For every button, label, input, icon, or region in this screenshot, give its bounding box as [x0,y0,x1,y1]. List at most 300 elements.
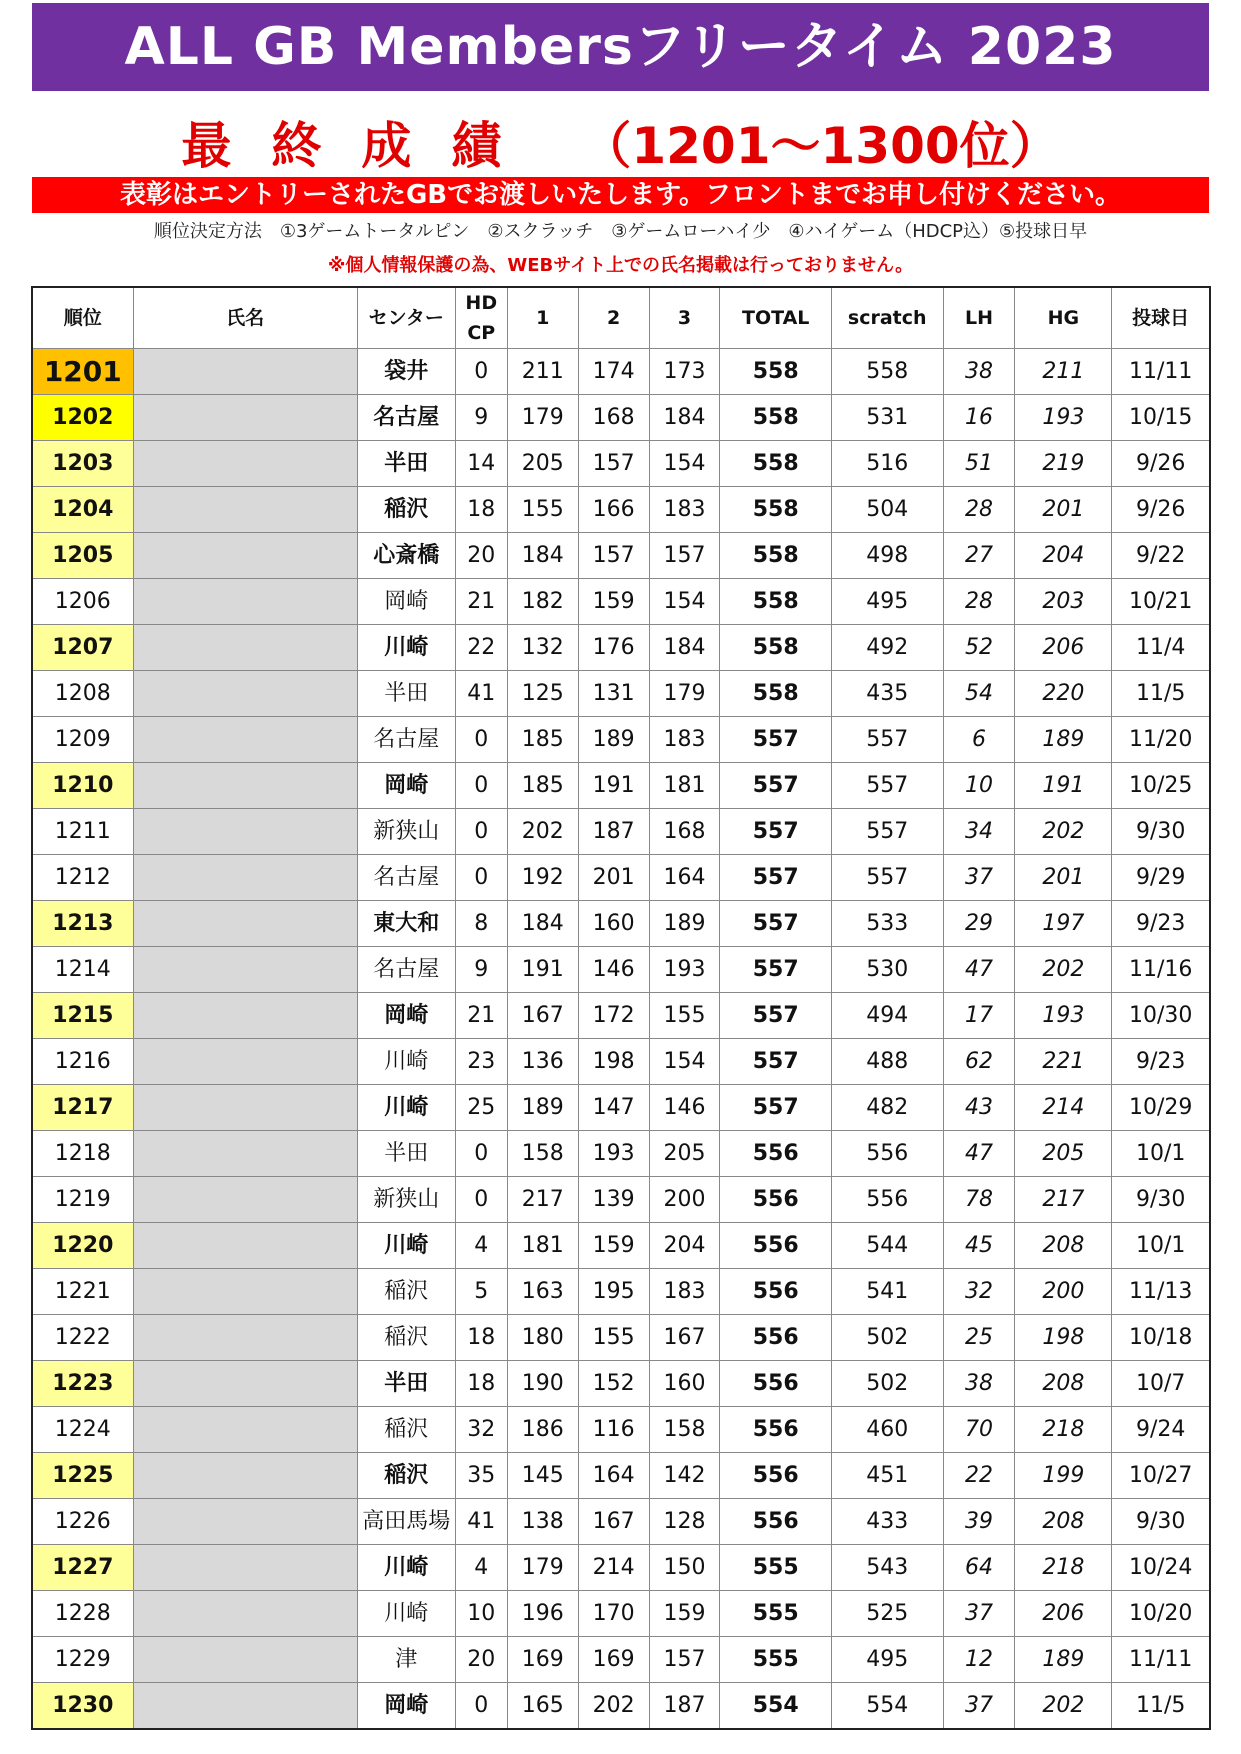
game2-cell: 159 [578,579,649,625]
rank-cell: 1230 [32,1683,133,1730]
lh-cell: 25 [943,1315,1015,1361]
table-row [32,901,1210,947]
col-game1-header: 1 [507,287,578,349]
total-cell: 556 [720,1315,832,1361]
name-cell [133,1637,357,1683]
table-row [32,1223,1210,1269]
game3-cell: 154 [649,579,720,625]
total-cell: 557 [720,809,832,855]
total-cell: 558 [720,625,832,671]
game3-cell: 158 [649,1407,720,1453]
game1-cell: 202 [507,809,578,855]
name-cell [133,625,357,671]
date-cell: 11/11 [1112,349,1210,395]
game1-cell: 125 [507,671,578,717]
date-cell: 10/27 [1112,1453,1210,1499]
lh-cell: 22 [943,1453,1015,1499]
hdcp-cell: 20 [455,1637,507,1683]
hdcp-cell: 0 [455,349,507,395]
hdcp-cell: 9 [455,395,507,441]
scratch-cell: 530 [831,947,943,993]
rank-cell: 1206 [32,579,133,625]
result-heading [0,108,1241,184]
game2-cell: 160 [578,901,649,947]
hg-cell: 218 [1015,1407,1112,1453]
total-cell: 556 [720,1499,832,1545]
scratch-cell: 498 [831,533,943,579]
date-cell: 11/5 [1112,671,1210,717]
rank-cell: 1203 [32,441,133,487]
game3-cell: 168 [649,809,720,855]
total-cell: 556 [720,1177,832,1223]
game2-cell: 168 [578,395,649,441]
rank-cell: 1223 [32,1361,133,1407]
table-row [32,763,1210,809]
game3-cell: 155 [649,993,720,1039]
table-row [32,1637,1210,1683]
center-cell: 川崎 [357,1545,455,1591]
table-row [32,1361,1210,1407]
game2-cell: 146 [578,947,649,993]
game1-cell: 189 [507,1085,578,1131]
game3-cell: 179 [649,671,720,717]
scratch-cell: 494 [831,993,943,1039]
game2-cell: 169 [578,1637,649,1683]
date-cell: 9/30 [1112,809,1210,855]
scratch-cell: 554 [831,1683,943,1730]
game1-cell: 211 [507,349,578,395]
scratch-cell: 495 [831,1637,943,1683]
hdcp-cell: 18 [455,1315,507,1361]
scratch-cell: 533 [831,901,943,947]
scratch-cell: 531 [831,395,943,441]
table-row [32,349,1210,395]
game1-cell: 184 [507,901,578,947]
hdcp-cell: 22 [455,625,507,671]
rank-cell: 1210 [32,763,133,809]
hdcp-cell: 41 [455,1499,507,1545]
rank-cell: 1202 [32,395,133,441]
game3-cell: 184 [649,625,720,671]
table-row [32,809,1210,855]
hg-cell: 204 [1015,533,1112,579]
center-cell: 稲沢 [357,1453,455,1499]
rank-cell: 1222 [32,1315,133,1361]
total-cell: 554 [720,1683,832,1730]
table-row [32,1039,1210,1085]
name-cell [133,1223,357,1269]
name-cell [133,487,357,533]
notice-banner: 表彰はエントリーされたGBでお渡しいたします。フロントまでお申し付けください。 [32,177,1209,213]
rank-cell: 1204 [32,487,133,533]
table-row [32,1315,1210,1361]
game3-cell: 187 [649,1683,720,1730]
rank-cell: 1216 [32,1039,133,1085]
game1-cell: 165 [507,1683,578,1730]
game2-cell: 191 [578,763,649,809]
hdcp-cell: 0 [455,855,507,901]
table-row [32,671,1210,717]
lh-cell: 28 [943,579,1015,625]
table-row [32,717,1210,763]
name-cell [133,1499,357,1545]
total-cell: 556 [720,1131,832,1177]
game2-cell: 187 [578,809,649,855]
hdcp-cell: 23 [455,1039,507,1085]
col-date-header: 投球日 [1112,287,1210,349]
date-cell: 10/7 [1112,1361,1210,1407]
rank-cell: 1213 [32,901,133,947]
game1-cell: 191 [507,947,578,993]
total-cell: 558 [720,441,832,487]
game1-cell: 217 [507,1177,578,1223]
col-hg-header: HG [1015,287,1112,349]
game1-cell: 167 [507,993,578,1039]
table-row [32,855,1210,901]
game3-cell: 160 [649,1361,720,1407]
name-cell [133,1269,357,1315]
scratch-cell: 525 [831,1591,943,1637]
hg-cell: 206 [1015,625,1112,671]
game3-cell: 146 [649,1085,720,1131]
center-cell: 岡崎 [357,993,455,1039]
total-cell: 556 [720,1269,832,1315]
name-cell [133,1315,357,1361]
lh-cell: 32 [943,1269,1015,1315]
hdcp-cell: 20 [455,533,507,579]
rank-cell: 1212 [32,855,133,901]
lh-cell: 37 [943,855,1015,901]
name-cell [133,763,357,809]
date-cell: 11/11 [1112,1637,1210,1683]
col-game2-header: 2 [578,287,649,349]
hdcp-cell: 4 [455,1545,507,1591]
game3-cell: 204 [649,1223,720,1269]
lh-cell: 38 [943,1361,1015,1407]
total-cell: 556 [720,1453,832,1499]
hg-cell: 208 [1015,1361,1112,1407]
name-cell [133,441,357,487]
game2-cell: 172 [578,993,649,1039]
col-hdcp-header: HD CP [455,287,507,349]
rank-cell: 1225 [32,1453,133,1499]
game3-cell: 142 [649,1453,720,1499]
lh-cell: 10 [943,763,1015,809]
rank-cell: 1219 [32,1177,133,1223]
lh-cell: 37 [943,1591,1015,1637]
name-cell [133,1177,357,1223]
hg-cell: 205 [1015,1131,1112,1177]
total-cell: 557 [720,763,832,809]
center-cell: 岡崎 [357,579,455,625]
rank-cell: 1227 [32,1545,133,1591]
game3-cell: 183 [649,1269,720,1315]
name-cell [133,395,357,441]
date-cell: 10/29 [1112,1085,1210,1131]
game2-cell: 152 [578,1361,649,1407]
lh-cell: 70 [943,1407,1015,1453]
game1-cell: 192 [507,855,578,901]
hdcp-cell: 0 [455,763,507,809]
table-row [32,487,1210,533]
hdcp-cell: 0 [455,717,507,763]
date-cell: 11/20 [1112,717,1210,763]
center-cell: 川崎 [357,1591,455,1637]
hg-cell: 193 [1015,993,1112,1039]
date-cell: 9/26 [1112,487,1210,533]
col-total-header: TOTAL [720,287,832,349]
lh-cell: 16 [943,395,1015,441]
name-cell [133,1131,357,1177]
date-cell: 10/1 [1112,1131,1210,1177]
game2-cell: 155 [578,1315,649,1361]
center-cell: 川崎 [357,1223,455,1269]
table-row [32,947,1210,993]
center-cell: 新狭山 [357,1177,455,1223]
lh-cell: 64 [943,1545,1015,1591]
game2-cell: 167 [578,1499,649,1545]
table-row [32,1683,1210,1730]
game3-cell: 184 [649,395,720,441]
hdcp-cell: 4 [455,1223,507,1269]
game1-cell: 145 [507,1453,578,1499]
name-cell [133,1085,357,1131]
total-cell: 557 [720,901,832,947]
table-row [32,1453,1210,1499]
name-cell [133,1407,357,1453]
game2-cell: 166 [578,487,649,533]
total-cell: 555 [720,1545,832,1591]
lh-cell: 6 [943,717,1015,763]
total-cell: 558 [720,579,832,625]
page-title: ALL GB Membersフリータイム 2023 [32,3,1209,91]
total-cell: 557 [720,993,832,1039]
table-row [32,625,1210,671]
hdcp-cell: 18 [455,1361,507,1407]
game2-cell: 176 [578,625,649,671]
table-row [32,579,1210,625]
rank-cell: 1217 [32,1085,133,1131]
rank-cell: 1218 [32,1131,133,1177]
game2-cell: 195 [578,1269,649,1315]
game2-cell: 131 [578,671,649,717]
game3-cell: 167 [649,1315,720,1361]
center-cell: 名古屋 [357,947,455,993]
hdcp-cell: 41 [455,671,507,717]
game1-cell: 163 [507,1269,578,1315]
hg-cell: 193 [1015,395,1112,441]
game3-cell: 205 [649,1131,720,1177]
lh-cell: 62 [943,1039,1015,1085]
ranking-method: 順位決定方法 ①3ゲームトータルピン ②スクラッチ ③ゲームローハイ少 ④ハイゲーム（HDCP込）⑤投球日早 [153,221,1088,242]
table-row [32,1177,1210,1223]
lh-cell: 27 [943,533,1015,579]
date-cell: 10/25 [1112,763,1210,809]
hg-cell: 217 [1015,1177,1112,1223]
center-cell: 心斎橋 [357,533,455,579]
game1-cell: 185 [507,763,578,809]
name-cell [133,1039,357,1085]
hg-cell: 189 [1015,1637,1112,1683]
date-cell: 10/20 [1112,1591,1210,1637]
game2-cell: 214 [578,1545,649,1591]
name-cell [133,349,357,395]
total-cell: 558 [720,349,832,395]
date-cell: 10/24 [1112,1545,1210,1591]
game1-cell: 179 [507,395,578,441]
scratch-cell: 495 [831,579,943,625]
center-cell: 袋井 [357,349,455,395]
table-row [32,533,1210,579]
lh-cell: 34 [943,809,1015,855]
lh-cell: 29 [943,901,1015,947]
scratch-cell: 541 [831,1269,943,1315]
lh-cell: 39 [943,1499,1015,1545]
game1-cell: 186 [507,1407,578,1453]
game1-cell: 182 [507,579,578,625]
scratch-cell: 557 [831,809,943,855]
hdcp-cell: 32 [455,1407,507,1453]
game2-cell: 174 [578,349,649,395]
center-cell: 名古屋 [357,855,455,901]
game1-cell: 185 [507,717,578,763]
hg-cell: 218 [1015,1545,1112,1591]
lh-cell: 47 [943,1131,1015,1177]
date-cell: 11/5 [1112,1683,1210,1730]
game2-cell: 198 [578,1039,649,1085]
center-cell: 津 [357,1637,455,1683]
game3-cell: 183 [649,717,720,763]
total-cell: 558 [720,671,832,717]
game3-cell: 154 [649,1039,720,1085]
table-row [32,441,1210,487]
date-cell: 10/15 [1112,395,1210,441]
hdcp-cell: 18 [455,487,507,533]
game2-cell: 201 [578,855,649,901]
hdcp-cell: 0 [455,1131,507,1177]
date-cell: 9/30 [1112,1177,1210,1223]
name-cell [133,855,357,901]
game2-cell: 147 [578,1085,649,1131]
center-cell: 高田馬場 [357,1499,455,1545]
center-cell: 新狭山 [357,809,455,855]
game2-cell: 189 [578,717,649,763]
hg-cell: 199 [1015,1453,1112,1499]
game2-cell: 139 [578,1177,649,1223]
game2-cell: 164 [578,1453,649,1499]
game1-cell: 184 [507,533,578,579]
scratch-cell: 557 [831,855,943,901]
lh-cell: 45 [943,1223,1015,1269]
scratch-cell: 488 [831,1039,943,1085]
rank-cell: 1208 [32,671,133,717]
scratch-cell: 556 [831,1131,943,1177]
game1-cell: 155 [507,487,578,533]
scratch-cell: 504 [831,487,943,533]
date-cell: 10/21 [1112,579,1210,625]
rank-cell: 1226 [32,1499,133,1545]
center-cell: 半田 [357,1131,455,1177]
table-header-row [32,287,1210,349]
table-row [32,993,1210,1039]
col-game3-header: 3 [649,287,720,349]
center-cell: 川崎 [357,1085,455,1131]
game2-cell: 157 [578,533,649,579]
hg-cell: 202 [1015,809,1112,855]
center-cell: 稲沢 [357,487,455,533]
total-cell: 558 [720,395,832,441]
hg-cell: 191 [1015,763,1112,809]
game3-cell: 150 [649,1545,720,1591]
name-cell [133,1591,357,1637]
name-cell [133,1545,357,1591]
hdcp-cell: 0 [455,1177,507,1223]
hg-cell: 208 [1015,1223,1112,1269]
scratch-cell: 482 [831,1085,943,1131]
privacy-note: ※個人情報保護の為、WEBサイト上での氏名掲載は行っておりません。 [327,255,914,276]
game2-cell: 193 [578,1131,649,1177]
hdcp-cell: 8 [455,901,507,947]
rank-cell: 1224 [32,1407,133,1453]
scratch-cell: 433 [831,1499,943,1545]
total-cell: 555 [720,1591,832,1637]
rank-cell: 1228 [32,1591,133,1637]
hdcp-cell: 0 [455,809,507,855]
hg-cell: 206 [1015,1591,1112,1637]
results-body [32,349,1210,1730]
center-cell: 岡崎 [357,1683,455,1730]
hg-cell: 208 [1015,1499,1112,1545]
game3-cell: 157 [649,1637,720,1683]
game2-cell: 170 [578,1591,649,1637]
table-row [32,1545,1210,1591]
scratch-cell: 435 [831,671,943,717]
game3-cell: 181 [649,763,720,809]
scratch-cell: 460 [831,1407,943,1453]
center-cell: 東大和 [357,901,455,947]
game1-cell: 196 [507,1591,578,1637]
name-cell [133,993,357,1039]
game1-cell: 158 [507,1131,578,1177]
total-cell: 557 [720,1085,832,1131]
rank-cell: 1214 [32,947,133,993]
center-cell: 名古屋 [357,717,455,763]
result-heading-label: 最終成績 [181,117,542,175]
hdcp-cell: 0 [455,1683,507,1730]
scratch-cell: 544 [831,1223,943,1269]
game1-cell: 181 [507,1223,578,1269]
hg-cell: 202 [1015,1683,1112,1730]
center-cell: 名古屋 [357,395,455,441]
rank-cell: 1205 [32,533,133,579]
date-cell: 10/1 [1112,1223,1210,1269]
scratch-cell: 543 [831,1545,943,1591]
center-cell: 半田 [357,441,455,487]
date-cell: 11/13 [1112,1269,1210,1315]
total-cell: 558 [720,533,832,579]
game1-cell: 169 [507,1637,578,1683]
total-cell: 557 [720,855,832,901]
lh-cell: 17 [943,993,1015,1039]
hg-cell: 211 [1015,349,1112,395]
name-cell [133,947,357,993]
hg-cell: 203 [1015,579,1112,625]
hdcp-cell: 21 [455,993,507,1039]
hg-cell: 200 [1015,1269,1112,1315]
lh-cell: 54 [943,671,1015,717]
lh-cell: 51 [943,441,1015,487]
scratch-cell: 502 [831,1315,943,1361]
